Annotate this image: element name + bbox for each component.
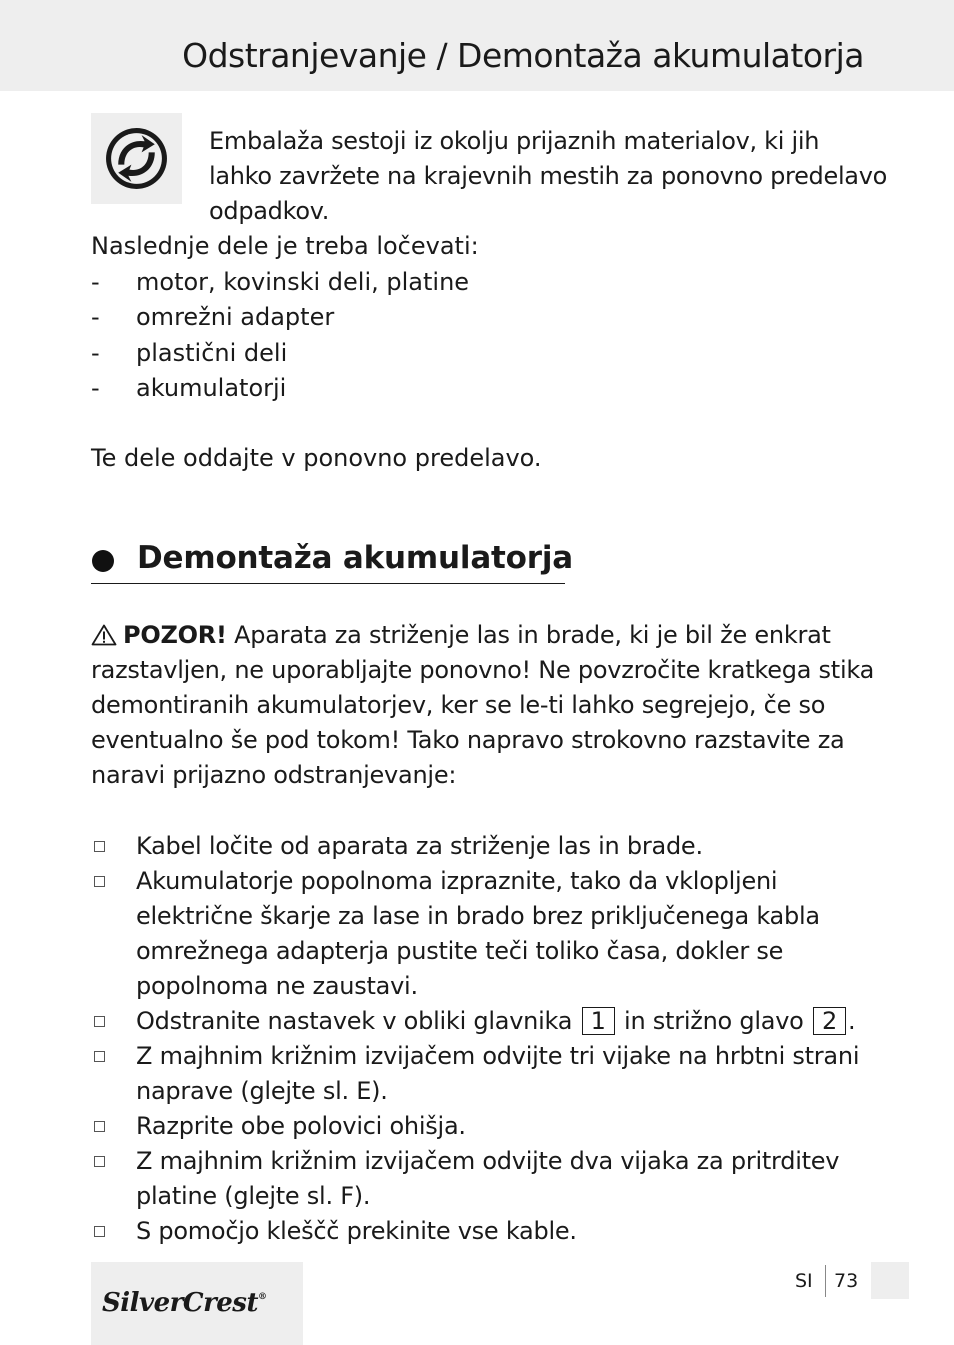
step-text: S pomočjo kleščč prekinite vse kable. (136, 1217, 577, 1245)
list-item-text: plastični deli (136, 338, 288, 367)
section-heading: Demontaža akumulatorja (137, 540, 573, 576)
step-text: Kabel ločite od aparata za striženje las in brade. (136, 832, 703, 860)
dash-marker: - (91, 268, 100, 296)
step-text: Z majhnim križnim izvijačem odvijte tri vijake na hrbtni strani naprave (glejte sl. E). (136, 1042, 860, 1105)
page-language: SI (795, 1270, 813, 1292)
warning-text: Aparata za striženje las in brade, ki je bil že enkrat razstavljen, ne uporabljajte ponovno! Ne povzročite kratkega stika demontiranih akumulatorjev, ker se le-ti lahko segrejejo, če so eventualno še pod tokom! Tako napravo strokovno razstavite za naravi prijazno odstranjevanje: (91, 621, 875, 789)
page-tab (871, 1262, 909, 1299)
checkbox-icon (94, 876, 105, 887)
step-item (91, 1144, 881, 1214)
step-item (91, 1109, 881, 1144)
brand-name: SilverCrest (102, 1288, 258, 1318)
step-item (91, 1039, 881, 1109)
warning-paragraph (91, 618, 881, 793)
list-item-text: motor, kovinski deli, platine (136, 268, 470, 296)
page-number: 73 (834, 1270, 859, 1292)
header-bar (0, 0, 954, 91)
step-item (91, 864, 881, 1004)
page-title: Odstranjevanje / Demontaža akumulatorja (182, 36, 864, 75)
dash-marker: - (91, 373, 100, 402)
list-item-text: akumulatorji (136, 373, 287, 402)
part-ref-1: 1 (582, 1007, 615, 1035)
brand-logo-box (91, 1262, 303, 1345)
step-text: Z majhnim križnim izvijačem odvijte dva vijaka za pritrditev platine (glejte sl. F). (136, 1147, 840, 1210)
checkbox-icon (94, 841, 105, 852)
warning-label: POZOR! (123, 621, 227, 649)
step-text: Razprite obe polovici ohišja. (136, 1112, 466, 1140)
steps-list (91, 829, 881, 1249)
step-item (91, 829, 881, 864)
registered-mark: ® (257, 1292, 267, 1302)
checkbox-icon (94, 1156, 105, 1167)
checkbox-icon (94, 1121, 105, 1132)
separation-intro: Naslednje dele je treba ločevati: (91, 232, 479, 260)
step-text: . (848, 1007, 856, 1035)
warning-icon (91, 624, 117, 646)
separation-outro: Te dele oddajte v ponovno predelavo. (91, 444, 542, 472)
checkbox-icon (94, 1051, 105, 1062)
step-item (91, 1004, 881, 1039)
packaging-text: Embalaža sestoji iz okolju prijaznih materialov, ki jih lahko zavržete na krajevnih mestih za ponovno predelavo odpadkov. (209, 127, 888, 225)
checkbox-icon (94, 1226, 105, 1237)
dash-marker: - (91, 338, 100, 367)
list-item-text: omrežni adapter (136, 303, 335, 332)
step-text: in strižno glavo (616, 1007, 811, 1035)
step-item (91, 1214, 881, 1249)
page-separator (825, 1265, 826, 1297)
part-ref-2: 2 (813, 1007, 846, 1035)
checkbox-icon (94, 1016, 105, 1027)
step-text: Akumulatorje popolnoma izpraznite, tako da vklopljeni električne škarje za lase in brado brez priključenega kabla omrežnega adapterja pustite teči toliko časa, dokler se popolnoma ne zaustavi. (136, 867, 820, 1000)
recycling-icon (104, 126, 169, 191)
section-header (91, 539, 573, 584)
section-bullet-icon (92, 550, 114, 572)
recycling-box (91, 113, 182, 204)
brand-logo (102, 1288, 266, 1318)
dash-marker: - (91, 303, 100, 332)
step-text: Odstranite nastavek v obliki glavnika (136, 1007, 580, 1035)
